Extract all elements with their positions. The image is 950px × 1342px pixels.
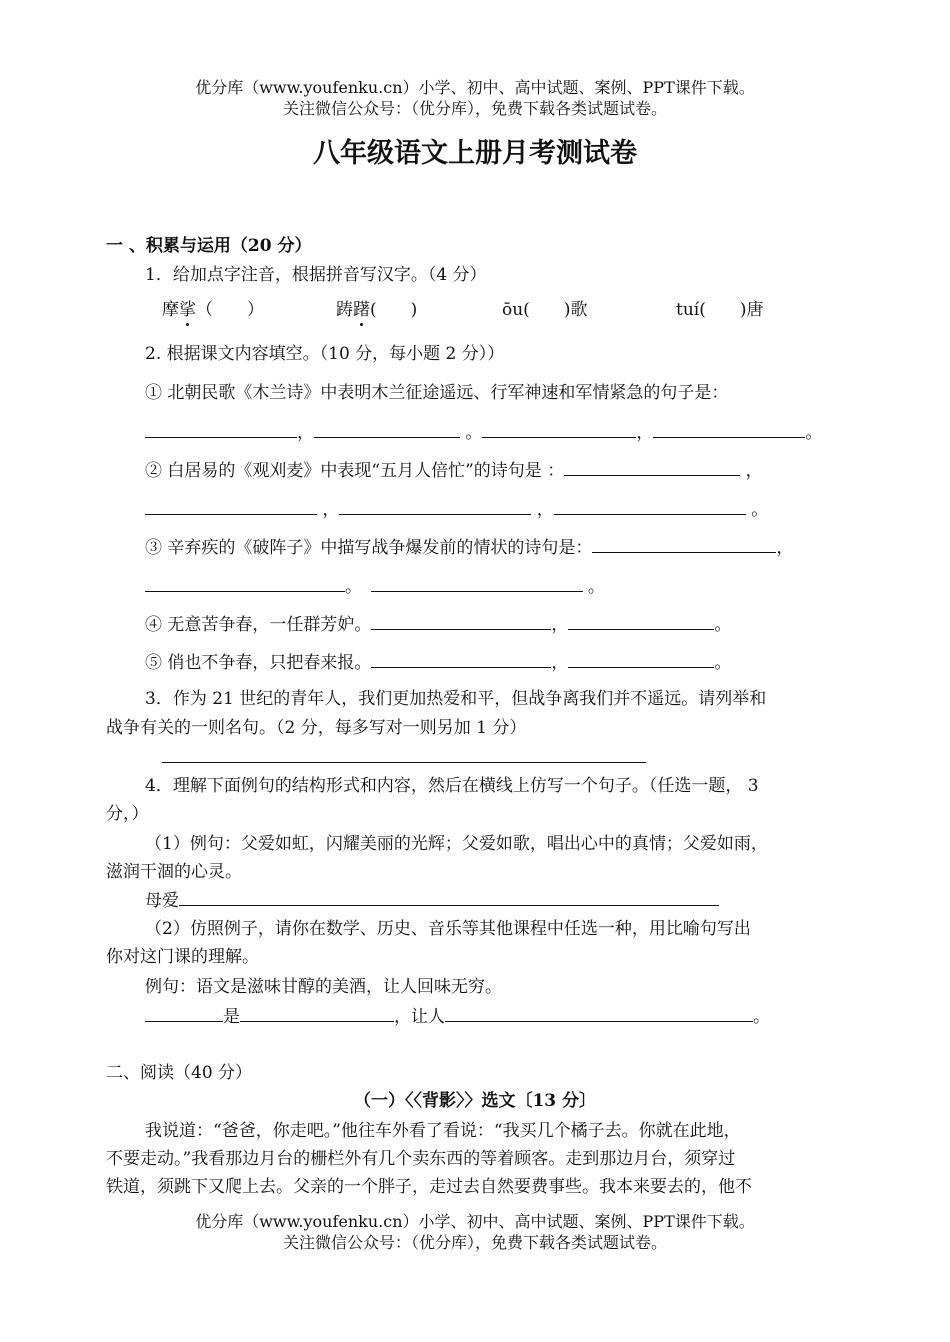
- q1-item-4: tuí( )唐: [676, 300, 764, 320]
- q2-a-text: ① 北朝民歌《木兰诗》中表明木兰征途遥远、行军神速和军情紧急的句子是：: [145, 383, 729, 403]
- q2-d: ④ 无意苦争春，一任群芳妒。 ， 。: [145, 615, 732, 635]
- section2-heading: 二、阅读（40 分）: [106, 1063, 253, 1083]
- q2-e-prompt: ⑤ 俏也不争春，只把春来报。: [145, 653, 372, 673]
- footer-line-1: 优分库（www.youfenku.cn）小学、初中、高中试题、案例、PPT课件下载。: [195, 1212, 755, 1231]
- q4-s2-line-1: （2）仿照例子，请你在数学、历史、音乐等其他课程中任选一种，用比喻句写出: [145, 919, 751, 939]
- passage-line-3: 铁道，须跳下又爬上去。父亲的一个胖子，走过去自然要费事些。我本来要去的，他不: [106, 1177, 752, 1197]
- q1-item-2-char-b-dotted: 躇: [353, 300, 370, 320]
- q2-c-blanks: 。 。: [145, 575, 605, 598]
- q3-answer-line[interactable]: [162, 762, 646, 763]
- answer-blank[interactable]: [554, 498, 746, 515]
- answer-blank[interactable]: [145, 421, 297, 438]
- answer-blank[interactable]: [339, 498, 531, 515]
- q2-d-prompt: ④ 无意苦争春，一任群芳妒。: [145, 615, 372, 635]
- q3-line-1: 3．作为 21 世纪的青年人，我们更加热爱和平，但战争离我们并不遥远。请列举和: [145, 689, 767, 709]
- q1-item-2-char-a: 踌: [336, 300, 353, 320]
- q4-s2-answer: 是 ，让人 。: [145, 1005, 770, 1028]
- answer-blank[interactable]: [314, 421, 460, 438]
- answer-blank[interactable]: [371, 613, 551, 630]
- q2-b-blanks: ， ， 。: [145, 498, 768, 521]
- q1-item-3: ōu( )歌: [502, 300, 588, 320]
- answer-blank[interactable]: [568, 613, 714, 630]
- q4-s2-line-2: 你对这门课的理解。: [106, 947, 259, 967]
- q4-s2-shi: 是: [223, 1007, 240, 1027]
- q2-b-prompt: ② 白居易的《观刈麦》中表现“五月人倍忙”的诗句是 ：: [145, 461, 565, 481]
- q4-s2-example: 例句：语文是滋味甘醇的美酒，让人回味无穷。: [145, 977, 502, 997]
- answer-blank[interactable]: [145, 498, 317, 515]
- q4-s2-rang: ，让人: [394, 1007, 445, 1027]
- q2-e: ⑤ 俏也不争春，只把春来报。 ， 。: [145, 653, 732, 673]
- q4-line-1: 4．理解下面例句的结构形式和内容，然后在横线上仿写一个句子。（任选一题， 3: [145, 776, 759, 796]
- q4-s1-answer: [145, 889, 719, 912]
- answer-blank[interactable]: [564, 459, 740, 476]
- q1-item-1: [162, 299, 264, 321]
- q1-item-2-blank: ( ): [370, 300, 418, 320]
- section2-sub1-title: （一）〈〈背影〉〉选文〔13 分〕: [353, 1091, 597, 1111]
- answer-blank[interactable]: [482, 421, 636, 438]
- passage-line-1: 我说道：“爸爸，你走吧。”他往车外看了看说：“我买几个橘子去。你就在此地，: [145, 1121, 741, 1141]
- q4-s1-answer-label: 母爱: [145, 891, 179, 911]
- answer-blank[interactable]: [371, 575, 583, 592]
- answer-blank[interactable]: [371, 651, 551, 668]
- answer-blank[interactable]: [568, 651, 714, 668]
- q1-text: 1．给加点字注音，根据拼音写汉字。（4 分）: [145, 265, 487, 285]
- q1-item-1-char-a: 摩: [162, 300, 179, 320]
- section1-heading: 一 、积累与运用（20 分）: [106, 236, 312, 256]
- q1-item-1-blank: （ ）: [196, 300, 264, 320]
- q2-a-blanks: ， 。 ， 。: [145, 421, 822, 444]
- header-line-2: 关注微信公众号：（优分库），免费下载各类试题试卷。: [282, 99, 667, 118]
- q4-s1-line-2: 滋润干涸的心灵。: [106, 862, 242, 882]
- q4-line-2: 分，）: [106, 804, 149, 824]
- q2-b-text: ② 白居易的《观刈麦》中表现“五月人倍忙”的诗句是 ： ，: [145, 461, 763, 481]
- q1-item-2: [336, 299, 417, 321]
- passage-line-2: 不要走动。”我看那边月台的栅栏外有几个卖东西的等着顾客。走到那边月台，须穿过: [106, 1149, 736, 1169]
- q2-c-text: ③ 辛弃疾的《破阵子》中描写战争爆发前的情状的诗句是： ，: [145, 538, 794, 558]
- q3-line-2: 战争有关的一则名句。（2 分，每多写对一则另加 1 分）: [106, 718, 527, 738]
- q4-s1-line-1: （1）例句：父爱如虹，闪耀美丽的光辉；父爱如歌，唱出心中的真情；父爱如雨，: [145, 834, 768, 854]
- q2-text: 2. 根据课文内容填空。（10 分，每小题 2 分））: [145, 344, 505, 364]
- answer-blank[interactable]: [240, 1005, 394, 1022]
- q1-item-1-char-b-dotted: 挲: [179, 300, 196, 320]
- q2-c-prompt: ③ 辛弃疾的《破阵子》中描写战争爆发前的情状的诗句是：: [145, 538, 593, 558]
- answer-blank[interactable]: [653, 421, 805, 438]
- footer-line-2: 关注微信公众号：（优分库），免费下载各类试题试卷。: [282, 1233, 667, 1252]
- answer-blank[interactable]: [179, 889, 719, 906]
- answer-blank[interactable]: [592, 536, 776, 553]
- page-title: 八年级语文上册月考测试卷: [313, 138, 637, 169]
- answer-blank[interactable]: [145, 1005, 223, 1022]
- header-line-1: 优分库（www.youfenku.cn）小学、初中、高中试题、案例、PPT课件下载。: [195, 78, 755, 97]
- answer-blank[interactable]: [445, 1005, 753, 1022]
- answer-blank[interactable]: [145, 575, 345, 592]
